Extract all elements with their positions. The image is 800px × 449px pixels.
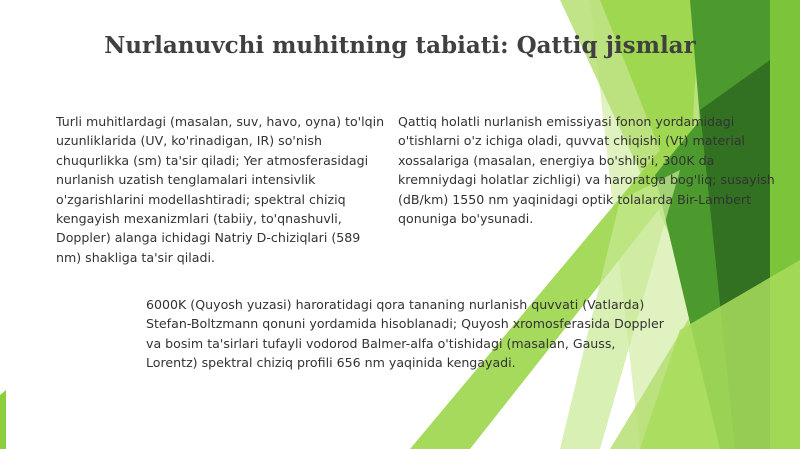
paragraph-bottom: 6000K (Quyosh yuzasi) haroratidagi qora tananing nurlanish quvvati (Vatlarda) Stefan-Boltzmann qonuni yordamida hisoblanadi; Quyosh xromosferasida Doppler va bosim ta'sirlari tufayli vodorod Balmer-alfa o'tishidagi (masalan, Gauss, Lorentz) spektral chiziq profili 656 nm yaqinida kengayadi. [146, 297, 664, 371]
slide-title: Nurlanuvchi muhitning tabiati: Qattiq jismlar [104, 32, 696, 59]
facet-left-edge [0, 390, 6, 449]
paragraph-right: Qattiq holatli nurlanish emissiyasi fonon yordamidagi o'tishlarni o'z ichiga oladi, quvvat chiqishi (Vt) material xossalariga (masalan, energiya bo'shlig'i, 300K da kremniydagi holatlar zichligi) va haroratga bog'liq; susayish (dB/km) 1550 nm yaqinidagi optik tolalarda Bir-Lambert qonuniga bo'ysunadi. [398, 114, 775, 227]
paragraph-left: Turli muhitlardagi (masalan, suv, havo, oyna) to'lqin uzunliklarida (UV, ko'rinadigan, IR) so'nish chuqurlikka (sm) ta'sir qiladi; Yer atmosferasidagi nurlanish uzatish tenglamalari intensivlik o'zgarishlarini modellashtiradi; spektral chiziq kengayish mexanizmlari (tabiiy, to'qnashuvli, Doppler) alanga ichidagi Natriy D-chiziqlari (589 nm) shakliga ta'sir qiladi. [56, 114, 385, 265]
